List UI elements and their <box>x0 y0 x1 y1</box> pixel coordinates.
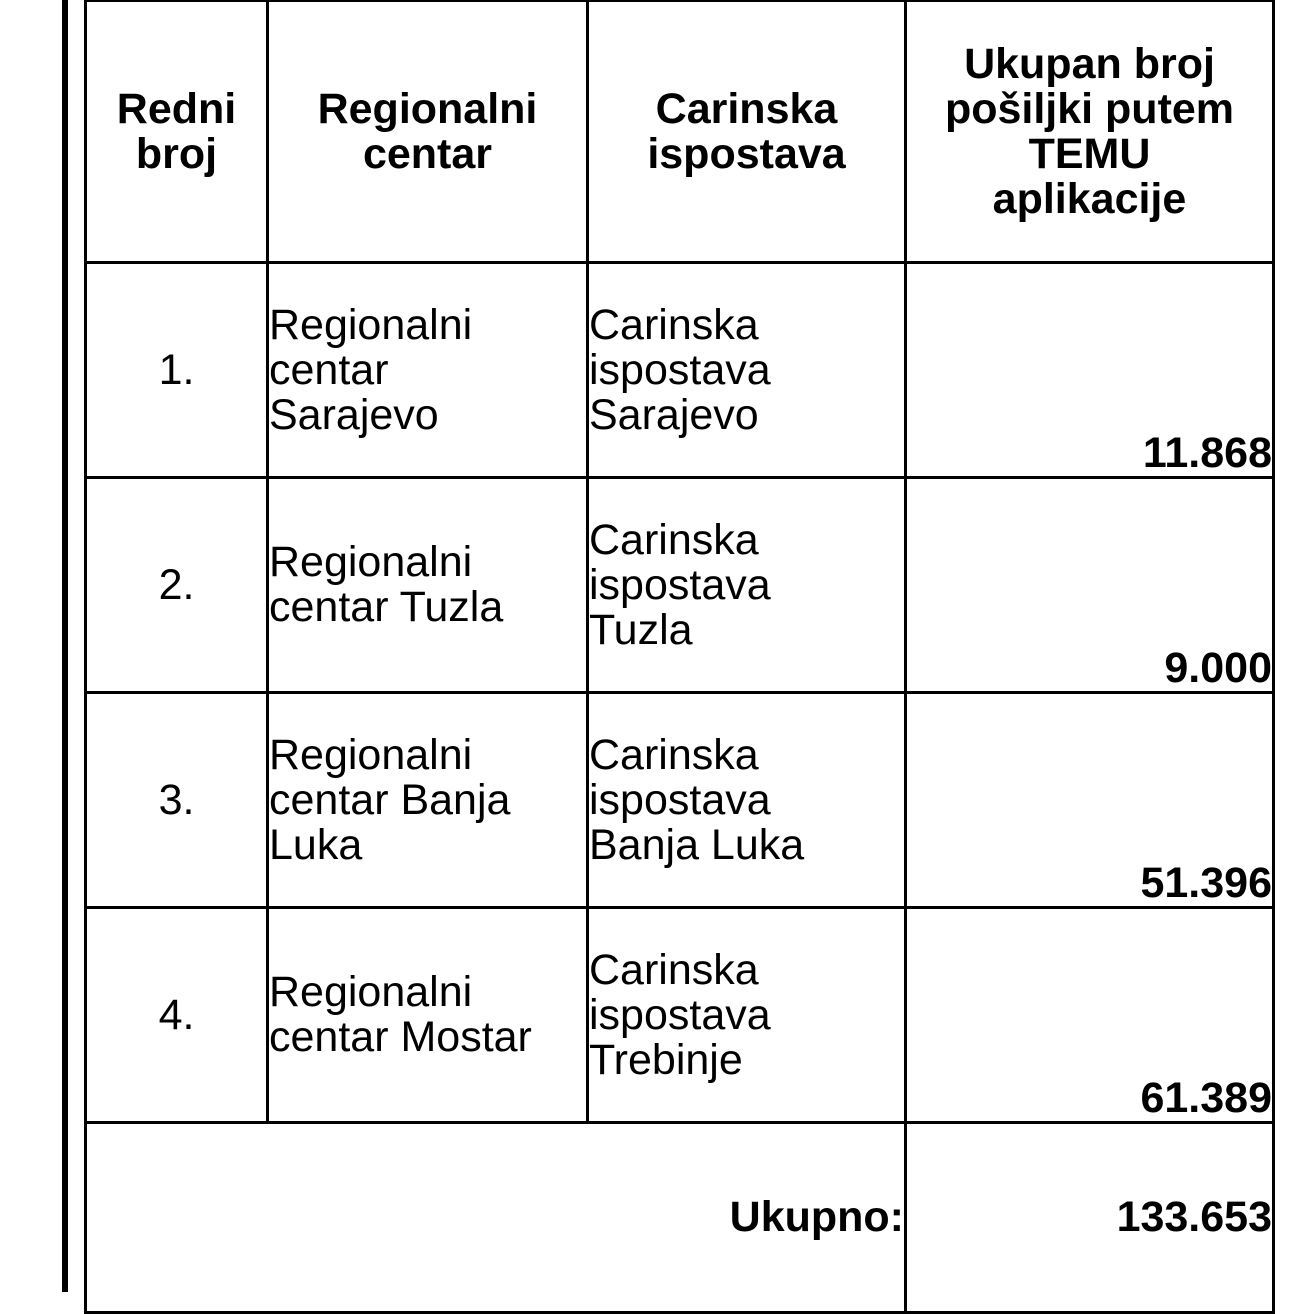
shipment-count-cell: 61.389 <box>906 908 1274 1123</box>
regional-center-cell: Regionalni centar Mostar <box>268 908 588 1123</box>
customs-office-cell: Carinska ispostava Tuzla <box>588 478 906 693</box>
row-number: 4. <box>86 908 268 1123</box>
regional-center-cell: Regionalni centar Sarajevo <box>268 263 588 478</box>
header-redni-broj: Redni broj <box>86 1 268 263</box>
customs-office-cell: Carinska ispostava Trebinje <box>588 908 906 1123</box>
shipments-table <box>84 0 1275 1314</box>
row-number: 2. <box>86 478 268 693</box>
shipment-count-cell: 51.396 <box>906 693 1274 908</box>
total-value: 133.653 <box>906 1123 1274 1313</box>
customs-office-cell: Carinska ispostava Banja Luka <box>588 693 906 908</box>
row-number: 3. <box>86 693 268 908</box>
total-row <box>86 1123 1274 1313</box>
table-row <box>86 693 1274 908</box>
page-margin-bar <box>62 0 68 1292</box>
total-label: Ukupno: <box>86 1123 906 1313</box>
customs-office-cell: Carinska ispostava Sarajevo <box>588 263 906 478</box>
row-number: 1. <box>86 263 268 478</box>
header-regionalni-centar: Regionalni centar <box>268 1 588 263</box>
table-row <box>86 478 1274 693</box>
shipment-count-cell: 11.868 <box>906 263 1274 478</box>
table-row <box>86 908 1274 1123</box>
table-header-row <box>86 1 1274 263</box>
regional-center-cell: Regionalni centar Banja Luka <box>268 693 588 908</box>
shipment-count-cell: 9.000 <box>906 478 1274 693</box>
header-ukupan-broj: Ukupan broj pošiljki putem TEMU aplikacije <box>906 1 1274 263</box>
table-row <box>86 263 1274 478</box>
header-carinska-ispostava: Carinska ispostava <box>588 1 906 263</box>
regional-center-cell: Regionalni centar Tuzla <box>268 478 588 693</box>
